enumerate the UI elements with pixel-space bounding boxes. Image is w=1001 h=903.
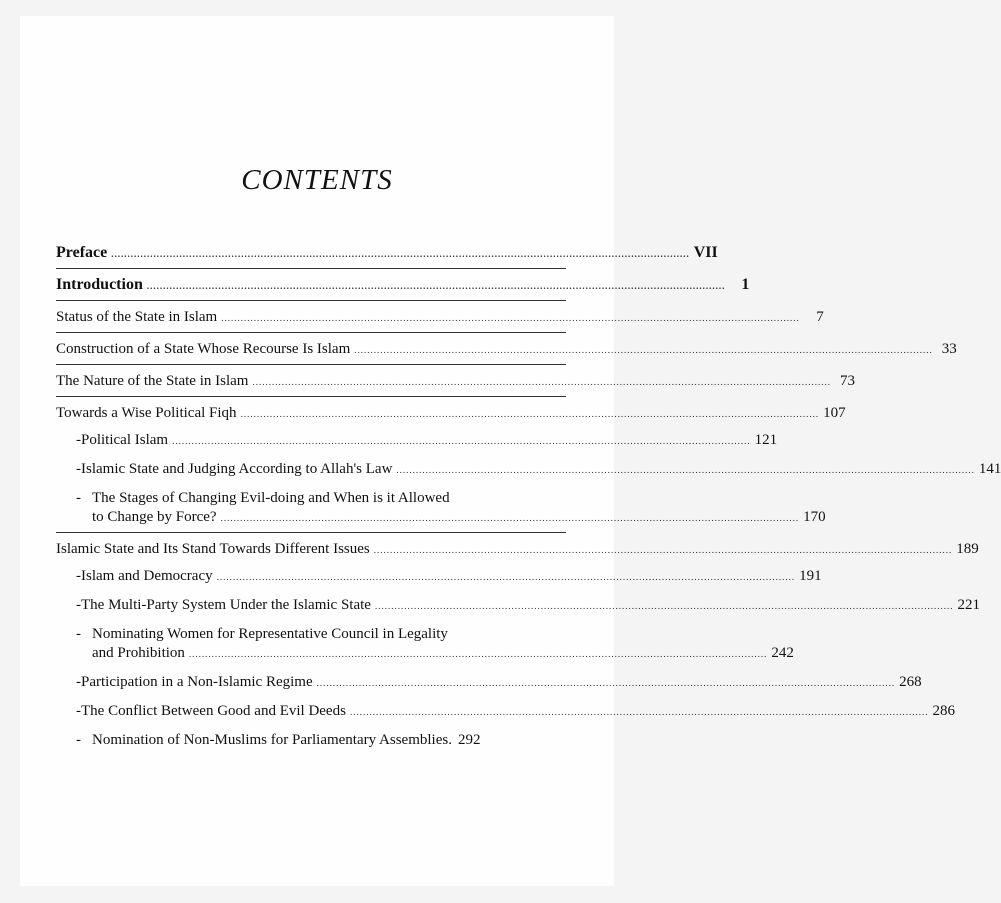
- toc-page-number: 242: [771, 645, 794, 661]
- dash-marker: -: [76, 432, 81, 448]
- toc-page-number: 189: [956, 541, 979, 557]
- dash-marker: -: [76, 568, 81, 584]
- dot-leader: ..................................................................................................................................................................................: [172, 436, 751, 446]
- toc-label: Islamic State and Judging According to Allah's Law: [81, 461, 393, 477]
- toc-page-number: 1: [741, 276, 750, 293]
- toc-label-line2: to Change by Force?: [92, 509, 217, 525]
- toc-entry: [56, 372, 855, 391]
- toc-page-number: VII: [693, 244, 718, 261]
- dash-marker: -: [76, 674, 81, 690]
- divider: [56, 332, 566, 333]
- toc-subentry: [56, 431, 778, 450]
- dot-leader: ..................................................................................................................................................................................: [146, 281, 726, 291]
- dot-leader: ..................................................................................................................................................................................: [216, 572, 796, 582]
- toc-subentry: [56, 596, 980, 615]
- toc-subentry: [56, 567, 822, 586]
- dot-leader: ..................................................................................................................................................................................: [373, 545, 953, 555]
- divider: [56, 532, 566, 533]
- dash-marker: -: [76, 732, 81, 748]
- toc-page-number: 73: [839, 373, 855, 389]
- toc-subentry: [56, 460, 1001, 479]
- book-page: [20, 16, 1001, 886]
- dot-leader: ..................................................................................................................................................................................: [221, 313, 800, 323]
- dot-leader: ..................................................................................................................................................................................: [220, 513, 800, 523]
- toc-page-number: 121: [754, 432, 778, 448]
- toc-label: The Conflict Between Good and Evil Deeds: [81, 703, 346, 719]
- toc-page-number: 141: [978, 461, 1001, 477]
- toc-page-number: 170: [803, 509, 826, 525]
- toc-entry-preface: [56, 244, 718, 263]
- toc-entry: [56, 340, 957, 359]
- dash-marker: -: [76, 626, 81, 642]
- dot-leader: ..................................................................................................................................................................................: [354, 345, 933, 355]
- divider: [56, 396, 566, 397]
- toc-subentry-multiline: [56, 625, 794, 663]
- toc-entry: [56, 404, 846, 423]
- toc-label: Construction of a State Whose Recourse Is Islam: [56, 341, 351, 357]
- table-of-contents: [56, 244, 1001, 749]
- toc-label: Islamic State and Its Stand Towards Different Issues: [56, 541, 370, 557]
- divider: [56, 300, 566, 301]
- dot-leader: ..................................................................................................................................................................................: [188, 649, 768, 659]
- toc-subentry: [56, 702, 955, 721]
- toc-label: Towards a Wise Political Fiqh: [56, 405, 237, 421]
- toc-label: Nomination of Non-Muslims for Parliamentary Assemblies.: [92, 732, 452, 748]
- toc-page-number: 33: [941, 341, 957, 357]
- toc-page-number: 286: [932, 703, 955, 719]
- toc-page-number: 107: [823, 405, 846, 421]
- toc-label-line1: The Stages of Changing Evil-doing and When is it Allowed: [92, 490, 450, 506]
- dash-marker: -: [76, 597, 81, 613]
- toc-label: Participation in a Non-Islamic Regime: [81, 674, 313, 690]
- toc-label: The Nature of the State in Islam: [56, 373, 249, 389]
- toc-page-number: 292: [457, 732, 481, 748]
- dot-leader: ..................................................................................................................................................................................: [316, 678, 896, 688]
- toc-entry-introduction: [56, 276, 750, 295]
- toc-entry: [56, 540, 979, 559]
- dash-marker: -: [76, 703, 81, 719]
- toc-entry: [56, 308, 824, 327]
- dot-leader: ..................................................................................................................................................................................: [374, 601, 954, 611]
- toc-label-line1: Nominating Women for Representative Council in Legality: [92, 626, 448, 642]
- toc-label: Preface: [56, 244, 108, 261]
- toc-label: The Multi-Party System Under the Islamic State: [81, 597, 371, 613]
- dot-leader: ..................................................................................................................................................................................: [396, 465, 975, 475]
- dot-leader: ..................................................................................................................................................................................: [240, 409, 820, 419]
- toc-label: Introduction: [56, 276, 143, 293]
- toc-label-line2: and Prohibition: [92, 645, 185, 661]
- toc-label: Political Islam: [81, 432, 169, 448]
- divider: [56, 364, 566, 365]
- toc-page-number: 7: [816, 309, 824, 325]
- toc-subentry: [56, 673, 922, 692]
- dot-leader: ..................................................................................................................................................................................: [349, 707, 929, 717]
- dot-leader: ..................................................................................................................................................................................: [252, 377, 831, 387]
- toc-page-number: 268: [899, 674, 922, 690]
- contents-title: CONTENTS: [241, 164, 393, 196]
- toc-subentry-multiline: [56, 489, 826, 527]
- toc-subentry: [56, 731, 566, 749]
- dot-leader: ..................................................................................................................................................................................: [111, 249, 690, 259]
- toc-label: Islam and Democracy: [81, 568, 213, 584]
- toc-page-number: 221: [957, 597, 980, 613]
- dash-marker: -: [76, 461, 81, 477]
- dash-marker: -: [76, 490, 81, 506]
- toc-page-number: 191: [799, 568, 822, 584]
- divider: [56, 268, 566, 269]
- toc-label: Status of the State in Islam: [56, 309, 218, 325]
